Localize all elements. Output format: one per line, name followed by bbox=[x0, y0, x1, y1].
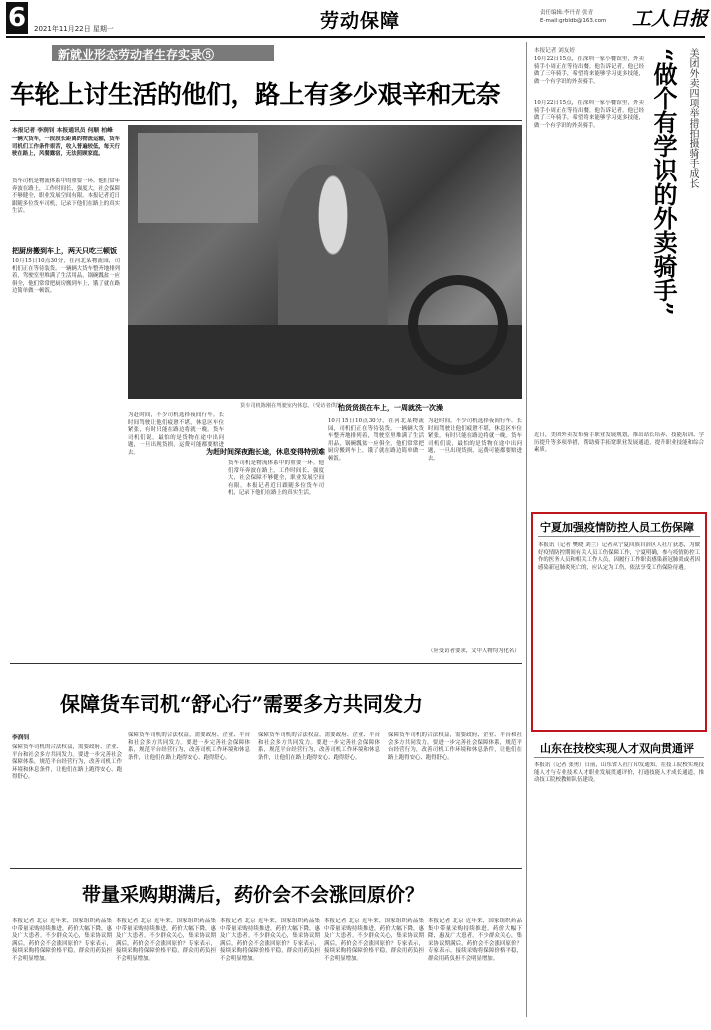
commentary-body-2: 10月22日15点，在深圳一家小餐馆里，外卖骑手小周正在等待出餐。他告诉记者，他已经做了三年骑手，希望将来能够学习更多技能，做一个有学识的外卖骑手。 bbox=[534, 100, 644, 129]
third-headline: 带量采购期满后，药价会不会涨回原价？ bbox=[82, 884, 425, 906]
lead-headline-rule bbox=[10, 120, 522, 121]
fourth-headline: 山东在技校实现人才双向贯通评 bbox=[540, 742, 694, 755]
second-top-rule bbox=[10, 663, 522, 664]
column-divider bbox=[526, 42, 527, 1017]
second-body-col2: 保障货车司机的合法权益，需要政府、企业、平台和社会多方共同发力。要进一步完善社会保障体系，规范平台经营行为，改善司机工作环境和休息条件，让他们在路上跑得安心、跑得舒心。 bbox=[128, 732, 250, 761]
second-byline: 李润钊 bbox=[12, 735, 30, 741]
third-body-col2: 本报记者 北京 近年来，国家组织药品集中带量采购持续推进，药价大幅下降，惠及广大患者。不少群众关心，集采协议期满后，药价会不会涨回原价？专家表示，接续采购将保障价格平稳，群众用药负担不会明显增加。 bbox=[116, 918, 216, 962]
photo-caption: 货车司机陈刚在驾驶室内休息。（受访者供图） bbox=[240, 403, 347, 409]
commentary-body-3: 近日，美团外卖发布骑手职业发展规划，推出站长培养、技能培训、学历提升等多项举措，帮助骑手拓宽职业发展通道，提升职业技能和综合素质。 bbox=[534, 432, 704, 454]
third-body-col5: 本报记者 北京 近年来，国家组织药品集中带量采购持续推进，药价大幅下降，惠及广大患者。不少群众关心，集采协议期满后，药价会不会涨回原价？专家表示，接续采购将保障价格平稳，群众用药负担不会明显增加。 bbox=[428, 918, 522, 962]
box-headline: 宁夏加强疫情防控人员工伤保障 bbox=[540, 521, 694, 534]
second-body-col1: 保障货车司机的合法权益，需要政府、企业、平台和社会多方共同发力。要进一步完善社会保障体系，规范平台经营行为，改善司机工作环境和休息条件，让他们在路上跑得安心、跑得舒心。 bbox=[12, 744, 122, 781]
lead-intro: 一辆大货车，一段段长距离的物流运输，货车司机们工作条件艰苦，收入普遍较低，每天行驶在路上，风餐露宿，无法照顾家庭。 bbox=[12, 136, 120, 158]
lead-body-col4: 10月15日10点30分，在河北某物流园，司机们正在等待装货。一辆辆大货车整齐地排列着，驾驶室里堆满了生活用品，锅碗瓢盆一应俱全，他们常常把厨房搬到车上，饿了就在路边简单做一顿饭。 bbox=[328, 418, 424, 462]
commentary-vertical-title: “做个有学识的外卖骑手” bbox=[649, 48, 678, 316]
box-body: 本报讯（记者 樊晓 刘兰）记者从宁夏回族自治区人社厅获悉，为做好疫情防控期间有关人员工伤保障工作，宁夏明确，参与疫情防控工作的医务人员和相关工作人员，因履行工作职责感染新冠肺炎或者因感染新冠肺炎死亡的，应认定为工伤，依法享受工伤保险待遇。 bbox=[538, 542, 700, 571]
third-body-col1: 本报记者 北京 近年来，国家组织药品集中带量采购持续推进，药价大幅下降，惠及广大患者。不少群众关心，集采协议期满后，药价会不会涨回原价？专家表示，接续采购将保障价格平稳，群众用药负担不会明显增加。 bbox=[12, 918, 112, 962]
second-body-col3: 保障货车司机的合法权益，需要政府、企业、平台和社会多方共同发力。要进一步完善社会保障体系，规范平台经营行为，改善司机工作环境和休息条件，让他们在路上跑得安心、跑得舒心。 bbox=[258, 732, 380, 761]
commentary-author: 本报记者 刘友婷 bbox=[534, 48, 575, 54]
box-headline-rule bbox=[538, 536, 700, 537]
third-body-col3: 本报记者 北京 近年来，国家组织药品集中带量采购持续推进，药价大幅下降，惠及广大患者。不少群众关心，集采协议期满后，药价会不会涨回原价？专家表示，接续采购将保障价格平稳，群众用药负担不会明显增加。 bbox=[220, 918, 320, 962]
lead-body-col1: 货车司机是物流体系中的重要一环。他们常年奔波在路上，工作时间长、强度大，社会保障不够健全，职业发展空间有限。本报记者近日跟随多位货车司机，记录下他们在路上的真实生活。 bbox=[12, 178, 120, 215]
third-top-rule bbox=[10, 868, 522, 869]
header-rule bbox=[6, 36, 705, 38]
issue-date: 2021年11月22日 星期一 bbox=[34, 25, 114, 33]
lead-headline: 车轮上讨生活的他们，路上有多少艰辛和无奈 bbox=[10, 80, 501, 109]
lead-body-col2: 为赶时间，不少司机选择夜间行车。长时间驾驶让他们疲惫不堪，休息区车位紧张，有时只能在路边将就一晚。货车司机们说，最怕的是货物在途中出问题，一旦出现货损，运费可能都要赔进去。 bbox=[128, 412, 224, 456]
lead-body-col5: 为赶时间，不少司机选择夜间行车。长时间驾驶让他们疲惫不堪，休息区车位紧张，有时只能在路边将就一晚。货车司机们说，最怕的是货物在途中出问题，一旦出现货损，运费可能都要赔进去。 bbox=[428, 418, 522, 462]
page-number: 6 bbox=[7, 3, 27, 33]
lead-subhead-1: 把厨房搬到车上，两天只吃三顿饭 bbox=[12, 246, 117, 255]
commentary-deck: 美团外卖四项举措拍摄骑手成长 bbox=[687, 48, 698, 188]
series-banner-text: 新就业形态劳动者生存实录⑤ bbox=[58, 48, 215, 62]
email-line: E-mail:grbldb@163.com bbox=[540, 18, 607, 24]
paper-logo: 工人日报 bbox=[632, 8, 709, 30]
editor-line: 责任编辑:李丹青 张青 bbox=[540, 10, 594, 16]
third-body-col4: 本报记者 北京 近年来，国家组织药品集中带量采购持续推进，药价大幅下降，惠及广大患者。不少群众关心，集采协议期满后，药价会不会涨回原价？专家表示，接续采购将保障价格平稳，群众用药负担不会明显增加。 bbox=[324, 918, 424, 962]
masthead bbox=[0, 0, 711, 40]
lead-note: （应受访者要求，文中人物均为化名） bbox=[428, 648, 520, 654]
lead-body-col3: 货车司机是物流体系中的重要一环。他们常年奔波在路上，工作时间长、强度大，社会保障不够健全，职业发展空间有限。本报记者近日跟随多位货车司机，记录下他们在路上的真实生活。 bbox=[228, 460, 324, 497]
second-headline: 保障货车司机“舒心行”需要多方共同发力 bbox=[60, 692, 424, 716]
fourth-headline-rule bbox=[534, 757, 704, 758]
lead-body-col1b: 10月15日10点30分，在河北某物流园，司机们正在等待装货。一辆辆大货车整齐地排列着，驾驶室里堆满了生活用品，锅碗瓢盆一应俱全，他们常常把厨房搬到车上，饿了就在路边简单做一顿饭。 bbox=[12, 258, 120, 295]
fourth-body: 本报讯（记者 张勇）日前，山东省人社厅印发通知，在技工院校实现技能人才与专业技术人才职业发展贯通评价，打通技能人才成长通道，推动技工院校教师队伍建设。 bbox=[534, 762, 704, 784]
photo-steering-wheel bbox=[408, 275, 508, 375]
lead-photo bbox=[128, 125, 522, 399]
lead-subhead-2: 为赶时间深夜跑长途，休息变得特别难 bbox=[206, 447, 325, 456]
commentary-body-1: 10月22日15点，在深圳一家小餐馆里，外卖骑手小周正在等待出餐。他告诉记者，他已经做了三年骑手，希望将来能够学习更多技能，做一个有学识的外卖骑手。 bbox=[534, 56, 644, 85]
lead-subhead-3: 怕货货损在车上，一周就洗一次澡 bbox=[338, 403, 443, 412]
section-title: 劳动保障 bbox=[319, 10, 400, 32]
photo-cab-window bbox=[138, 133, 258, 223]
lead-byline: 本报记者 李润钊 本报通讯员 何顺 柏峰 bbox=[12, 128, 113, 134]
second-body-col4: 保障货车司机的合法权益，需要政府、企业、平台和社会多方共同发力。要进一步完善社会保障体系，规范平台经营行为，改善司机工作环境和休息条件，让他们在路上跑得安心、跑得舒心。 bbox=[388, 732, 522, 761]
